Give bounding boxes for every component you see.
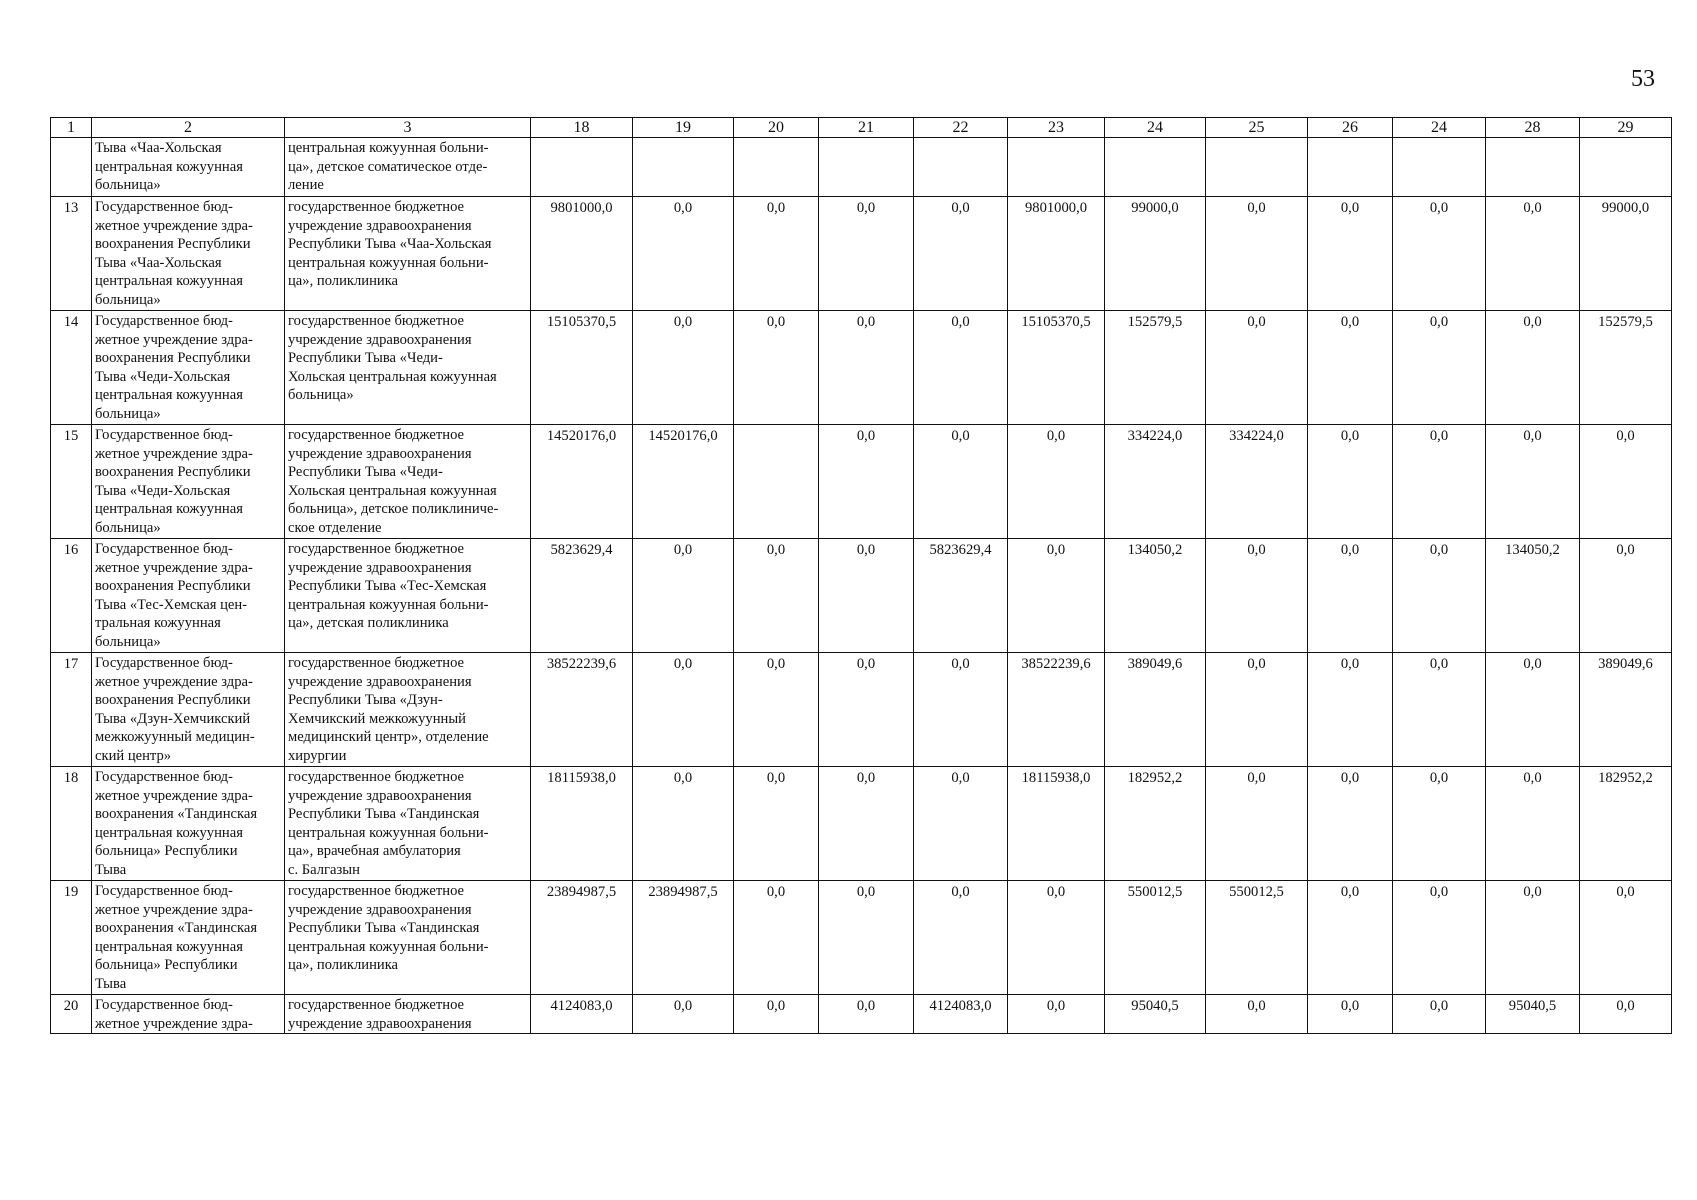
value-cell: 0,0 xyxy=(1393,425,1486,539)
column-header: 20 xyxy=(734,118,819,138)
value-cell: 0,0 xyxy=(1580,539,1672,653)
value-cell: 0,0 xyxy=(1308,539,1393,653)
table-row xyxy=(51,995,1672,1034)
value-cell: 0,0 xyxy=(633,653,734,767)
value-cell: 0,0 xyxy=(633,767,734,881)
value-cell: 0,0 xyxy=(1486,881,1580,995)
value-cell: 0,0 xyxy=(1486,311,1580,425)
value-cell: 0,0 xyxy=(819,311,914,425)
value-cell: 0,0 xyxy=(734,881,819,995)
table-row xyxy=(51,197,1672,311)
unit-cell: государственное бюджетное учреждение здравоохранения Республики Тыва «Чаа-Хольская центральная кожуунная больни- ца», поликлиника xyxy=(285,197,531,311)
column-header: 3 xyxy=(285,118,531,138)
column-header: 29 xyxy=(1580,118,1672,138)
value-cell xyxy=(734,138,819,197)
value-cell: 0,0 xyxy=(819,197,914,311)
value-cell: 0,0 xyxy=(819,995,914,1034)
unit-cell: государственное бюджетное учреждение здравоохранения Республики Тыва «Чеди- Хольская центральная кожуунная больница», детское поликлиниче- ское отделение xyxy=(285,425,531,539)
value-cell: 0,0 xyxy=(734,767,819,881)
value-cell: 95040,5 xyxy=(1105,995,1206,1034)
value-cell: 0,0 xyxy=(1206,539,1308,653)
value-cell xyxy=(914,138,1008,197)
table-row xyxy=(51,653,1672,767)
value-cell: 550012,5 xyxy=(1105,881,1206,995)
row-number-cell: 16 xyxy=(51,539,92,653)
value-cell: 0,0 xyxy=(1393,881,1486,995)
value-cell: 0,0 xyxy=(1393,311,1486,425)
value-cell: 9801000,0 xyxy=(531,197,633,311)
value-cell: 0,0 xyxy=(1206,311,1308,425)
value-cell: 0,0 xyxy=(1580,881,1672,995)
value-cell: 15105370,5 xyxy=(1008,311,1105,425)
value-cell: 0,0 xyxy=(1308,767,1393,881)
value-cell: 4124083,0 xyxy=(914,995,1008,1034)
column-header: 25 xyxy=(1206,118,1308,138)
value-cell: 0,0 xyxy=(819,653,914,767)
table-row xyxy=(51,767,1672,881)
value-cell: 0,0 xyxy=(819,881,914,995)
table-row xyxy=(51,311,1672,425)
value-cell: 0,0 xyxy=(819,425,914,539)
value-cell: 0,0 xyxy=(1580,995,1672,1034)
value-cell: 15105370,5 xyxy=(531,311,633,425)
unit-cell: центральная кожуунная больни- ца», детское соматическое отде- ление xyxy=(285,138,531,197)
value-cell xyxy=(1393,138,1486,197)
value-cell: 14520176,0 xyxy=(531,425,633,539)
value-cell: 0,0 xyxy=(734,653,819,767)
column-header: 26 xyxy=(1308,118,1393,138)
value-cell: 23894987,5 xyxy=(633,881,734,995)
value-cell: 0,0 xyxy=(1308,311,1393,425)
value-cell: 0,0 xyxy=(633,539,734,653)
data-table xyxy=(50,117,1672,1034)
value-cell xyxy=(1206,138,1308,197)
page-number: 53 xyxy=(1631,66,1655,92)
value-cell: 0,0 xyxy=(633,311,734,425)
value-cell: 134050,2 xyxy=(1486,539,1580,653)
column-header: 23 xyxy=(1008,118,1105,138)
value-cell xyxy=(819,138,914,197)
value-cell: 0,0 xyxy=(914,881,1008,995)
column-header: 1 xyxy=(51,118,92,138)
value-cell xyxy=(1486,138,1580,197)
value-cell: 0,0 xyxy=(1308,425,1393,539)
value-cell xyxy=(1308,138,1393,197)
value-cell: 0,0 xyxy=(1008,425,1105,539)
value-cell: 0,0 xyxy=(1008,995,1105,1034)
value-cell: 152579,5 xyxy=(1580,311,1672,425)
unit-cell: государственное бюджетное учреждение здравоохранения Республики Тыва «Тандинская центральная кожуунная больни- ца», поликлиника xyxy=(285,881,531,995)
value-cell: 14520176,0 xyxy=(633,425,734,539)
organization-cell: Тыва «Чаа-Хольская центральная кожуунная больница» xyxy=(92,138,285,197)
table-row xyxy=(51,881,1672,995)
value-cell: 18115938,0 xyxy=(1008,767,1105,881)
row-number-cell: 17 xyxy=(51,653,92,767)
organization-cell: Государственное бюд- жетное учреждение здра- xyxy=(92,995,285,1034)
value-cell: 334224,0 xyxy=(1206,425,1308,539)
value-cell xyxy=(1580,138,1672,197)
value-cell: 0,0 xyxy=(633,995,734,1034)
value-cell: 0,0 xyxy=(1206,995,1308,1034)
table-row xyxy=(51,138,1672,197)
value-cell xyxy=(633,138,734,197)
value-cell: 0,0 xyxy=(1393,539,1486,653)
value-cell: 38522239,6 xyxy=(531,653,633,767)
value-cell: 182952,2 xyxy=(1580,767,1672,881)
organization-cell: Государственное бюд- жетное учреждение здра- воохранения «Тандинская центральная кожуунная больница» Республики Тыва xyxy=(92,881,285,995)
row-number-cell: 18 xyxy=(51,767,92,881)
value-cell: 0,0 xyxy=(734,539,819,653)
value-cell: 0,0 xyxy=(819,767,914,881)
column-header: 22 xyxy=(914,118,1008,138)
value-cell: 38522239,6 xyxy=(1008,653,1105,767)
value-cell: 5823629,4 xyxy=(531,539,633,653)
organization-cell: Государственное бюд- жетное учреждение здра- воохранения «Тандинская центральная кожуунная больница» Республики Тыва xyxy=(92,767,285,881)
column-header: 28 xyxy=(1486,118,1580,138)
column-header: 21 xyxy=(819,118,914,138)
row-number-cell: 13 xyxy=(51,197,92,311)
organization-cell: Государственное бюд- жетное учреждение здра- воохранения Республики Тыва «Дзун-Хемчикский межкожуунный медицин- ский центр» xyxy=(92,653,285,767)
value-cell: 0,0 xyxy=(734,311,819,425)
value-cell: 99000,0 xyxy=(1580,197,1672,311)
row-number-cell xyxy=(51,138,92,197)
value-cell: 0,0 xyxy=(1206,653,1308,767)
value-cell: 0,0 xyxy=(914,653,1008,767)
unit-cell: государственное бюджетное учреждение здравоохранения Республики Тыва «Чеди- Хольская центральная кожуунная больница» xyxy=(285,311,531,425)
value-cell xyxy=(531,138,633,197)
value-cell: 5823629,4 xyxy=(914,539,1008,653)
value-cell: 0,0 xyxy=(1393,653,1486,767)
unit-cell: государственное бюджетное учреждение здравоохранения Республики Тыва «Тес-Хемская центральная кожуунная больни- ца», детская поликлиника xyxy=(285,539,531,653)
column-header: 19 xyxy=(633,118,734,138)
value-cell: 0,0 xyxy=(1308,881,1393,995)
unit-cell: государственное бюджетное учреждение здравоохранения Республики Тыва «Тандинская центральная кожуунная больни- ца», врачебная амбулатория с. Балгазын xyxy=(285,767,531,881)
value-cell: 0,0 xyxy=(1008,881,1105,995)
value-cell: 0,0 xyxy=(734,197,819,311)
row-number-cell: 19 xyxy=(51,881,92,995)
value-cell: 0,0 xyxy=(1308,995,1393,1034)
value-cell: 0,0 xyxy=(1308,197,1393,311)
value-cell: 389049,6 xyxy=(1105,653,1206,767)
value-cell xyxy=(1105,138,1206,197)
value-cell: 182952,2 xyxy=(1105,767,1206,881)
value-cell: 0,0 xyxy=(1486,767,1580,881)
column-header: 18 xyxy=(531,118,633,138)
value-cell xyxy=(734,425,819,539)
value-cell: 0,0 xyxy=(1206,197,1308,311)
value-cell: 99000,0 xyxy=(1105,197,1206,311)
value-cell: 550012,5 xyxy=(1206,881,1308,995)
table-body xyxy=(51,138,1672,1034)
row-number-cell: 20 xyxy=(51,995,92,1034)
column-header: 24 xyxy=(1105,118,1206,138)
unit-cell: государственное бюджетное учреждение здравоохранения xyxy=(285,995,531,1034)
value-cell: 9801000,0 xyxy=(1008,197,1105,311)
organization-cell: Государственное бюд- жетное учреждение здра- воохранения Республики Тыва «Чаа-Хольская центральная кожуунная больница» xyxy=(92,197,285,311)
value-cell: 0,0 xyxy=(1393,767,1486,881)
organization-cell: Государственное бюд- жетное учреждение здра- воохранения Республики Тыва «Чеди-Хольская центральная кожуунная больница» xyxy=(92,425,285,539)
organization-cell: Государственное бюд- жетное учреждение здра- воохранения Республики Тыва «Тес-Хемская цен- тральная кожуунная больница» xyxy=(92,539,285,653)
row-number-cell: 15 xyxy=(51,425,92,539)
value-cell: 0,0 xyxy=(914,197,1008,311)
header-row xyxy=(51,118,1672,138)
value-cell: 0,0 xyxy=(914,311,1008,425)
value-cell: 334224,0 xyxy=(1105,425,1206,539)
value-cell: 95040,5 xyxy=(1486,995,1580,1034)
value-cell: 0,0 xyxy=(914,767,1008,881)
value-cell: 0,0 xyxy=(734,995,819,1034)
column-header: 24 xyxy=(1393,118,1486,138)
value-cell: 0,0 xyxy=(1580,425,1672,539)
table-header xyxy=(51,118,1672,138)
table-row xyxy=(51,425,1672,539)
table-row xyxy=(51,539,1672,653)
value-cell: 152579,5 xyxy=(1105,311,1206,425)
value-cell: 4124083,0 xyxy=(531,995,633,1034)
value-cell: 0,0 xyxy=(1486,197,1580,311)
value-cell: 389049,6 xyxy=(1580,653,1672,767)
value-cell: 18115938,0 xyxy=(531,767,633,881)
value-cell: 0,0 xyxy=(1486,425,1580,539)
row-number-cell: 14 xyxy=(51,311,92,425)
value-cell: 0,0 xyxy=(1393,197,1486,311)
value-cell: 0,0 xyxy=(1393,995,1486,1034)
value-cell xyxy=(1008,138,1105,197)
organization-cell: Государственное бюд- жетное учреждение здра- воохранения Республики Тыва «Чеди-Хольская центральная кожуунная больница» xyxy=(92,311,285,425)
value-cell: 0,0 xyxy=(1308,653,1393,767)
value-cell: 0,0 xyxy=(914,425,1008,539)
value-cell: 0,0 xyxy=(1206,767,1308,881)
value-cell: 23894987,5 xyxy=(531,881,633,995)
unit-cell: государственное бюджетное учреждение здравоохранения Республики Тыва «Дзун- Хемчикский межкожуунный медицинский центр», отделение хирургии xyxy=(285,653,531,767)
value-cell: 0,0 xyxy=(1486,653,1580,767)
value-cell: 0,0 xyxy=(819,539,914,653)
value-cell: 0,0 xyxy=(633,197,734,311)
column-header: 2 xyxy=(92,118,285,138)
value-cell: 0,0 xyxy=(1008,539,1105,653)
value-cell: 134050,2 xyxy=(1105,539,1206,653)
